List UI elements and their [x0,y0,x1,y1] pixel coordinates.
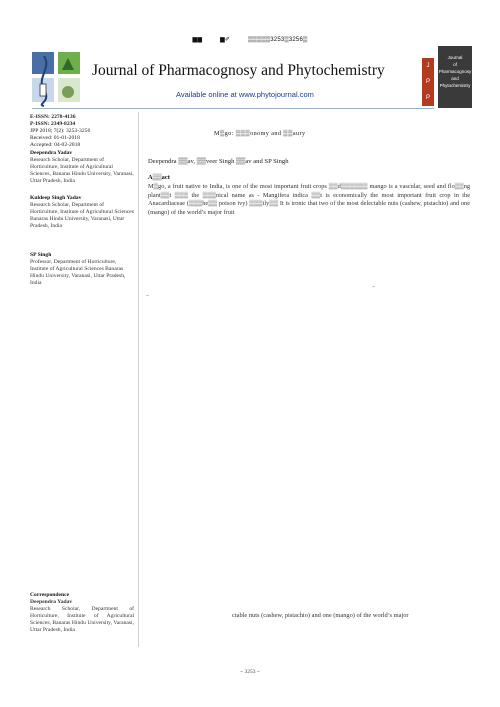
affiliation-name: SP Singh [30,252,52,258]
affiliation-text: Research Scholar, Department of Horticulture, Institute of Agricultural Sciences, Banaras Hindu University, Varanasi, Uttar Pradesh, India [30,156,134,184]
affiliation-name: Deependra Yadav [30,150,73,156]
affiliation-1 [30,150,134,185]
correspondence-block [30,592,134,633]
eissn: E-ISSN: 2278-4136 [30,114,76,120]
journal-logo-icon [30,48,84,108]
repeated-text-line: ctable nuts (cashew, pistachio) and one (mango) of the world’s major [232,612,409,619]
article-title: M▒go: ▒▒▒onomy and ▒▒aury [214,130,306,137]
running-header-mid: ▆✐ [220,37,231,43]
badge-p1: P [422,74,434,90]
jpp-citation: JPP 2018; 7(2): 3253-3256 [30,128,91,134]
correspondence-name: Deependra Yadav [30,598,73,605]
abstract-heading: A▒▒act [148,174,170,181]
column-divider [138,112,139,647]
accepted-date: Accepted: 04-02-2018 [30,142,81,148]
stray-dash: – [146,293,149,299]
affiliation-2 [30,195,134,230]
article-authors: Deependra ▒▒av, ▒▒veer Singh ▒▒av and SP Singh [148,158,289,165]
running-header-right: ▒▒▒▒▒3253▒3256▒ [247,37,308,43]
badge-j: J [422,58,434,74]
correspondence-label: Correspondence [30,592,70,598]
article-meta [30,114,134,149]
journal-availability: Available online at www.phytojournal.com [176,90,314,99]
journal-side-box: Journal of Pharmacognosy and Phytochemistry [438,46,472,108]
running-header [0,36,500,43]
badge-p2: P [422,90,434,106]
affiliation-name: Kuldeep Singh Yadav [30,195,82,201]
affiliation-text: Research Scholar, Department of Horticulture, Institute of Agricultural Sciences Banaras Hindu University, Varanasi, Uttar Pradesh, India [30,201,134,229]
stray-dash: – [372,284,375,290]
journal-title: Journal of Pharmacognosy and Phytochemistry [92,62,385,79]
correspondence-text: Research Scholar, Department of Horticulture, Institute of Agricultural Sciences, Banaras Hindu University, Varanasi, Uttar Pradesh, India [30,605,134,633]
running-header-left: ▆▆ [192,37,203,43]
abstract-body: M▒go, a fruit native to India, is one of the most important fruit crops ▒▒d▒▒▒▒▒▒ mango is a vascular, seed and flo▒▒ng plant▒▒t ▒▒▒ the ▒▒▒nical name as - Mangifera indica ▒▒t is economically the most important fruit crop in the Anacardiaceae (▒▒▒he▒▒ poison ivy) ▒▒▒ily▒▒ It is ironic that two of the most delectable nuts (cashew, pistachio) and one (mango) of the world’s major fruit [148,183,470,216]
pissn: P-ISSN: 2349-8234 [30,121,76,127]
affiliation-text: Professor, Department of Horticulture, Institute of Agricultural Sciences Banaras Hindu University, Varanasi, Uttar Pradesh, India [30,258,126,286]
affiliation-3 [30,252,134,287]
received-date: Received: 01-01-2018 [30,135,80,141]
page-number: ~ 3253 ~ [240,669,260,675]
